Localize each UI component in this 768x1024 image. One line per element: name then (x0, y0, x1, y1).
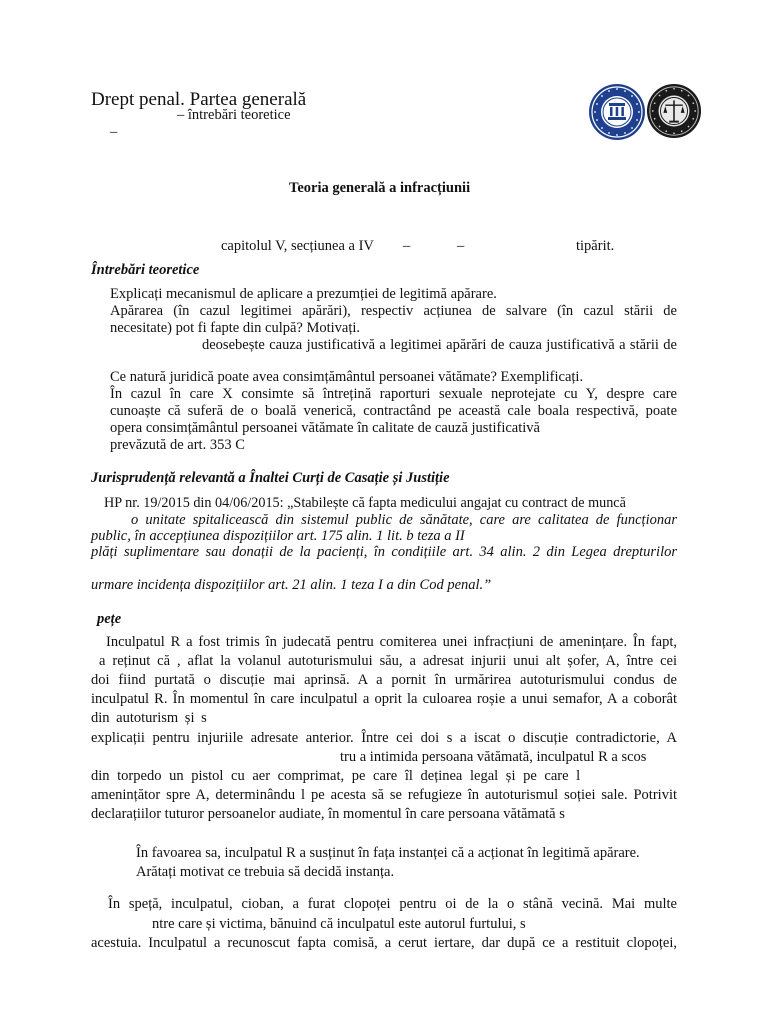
question-line: deosebește cauza justificativă a legitimei apărări de cauza justificativă a stării de (202, 337, 677, 353)
jurisprudence-line: urmare incidența dispozițiilor art. 21 alin. 1 teza I a din Cod penal.” (91, 577, 492, 593)
case-line: acestuia. Inculpatul a recunoscut fapta comisă, a cerut iertare, dar după ce a restituit clopoței, (91, 935, 677, 951)
document-subtitle: – întrebări teoretice (177, 107, 291, 123)
question-line: Explicați mecanismul de aplicare a prezumției de legitimă apărare. (110, 286, 497, 302)
question-line: Ce natură juridică poate avea consimțământul persoanei vătămate? Exemplificați. (110, 369, 584, 385)
question-line: opera consimțământul persoanei vătămate în calitate de cauză justificativă (110, 420, 540, 436)
document-title: Drept penal. Partea generală (91, 89, 307, 110)
reference-dash: – (457, 238, 465, 254)
case-line: inculpatul R. În momentul în care inculpatul a oprit la culoarea roșie a unui semafor, A a coborât (91, 691, 677, 707)
question-line: cunoaște că suferă de o boală venerică, contractând pe această cale boala respectivă, poate (110, 403, 677, 419)
case-line: amenințător spre A, determinându l pe acesta să se refugieze în autoturismul soției sale. Potrivit (91, 787, 677, 803)
faculty-seal-logo (646, 83, 704, 141)
jurisprudence-line: plăți suplimentare sau donații de la pacienți, în condițiile art. 34 alin. 2 din Legea drepturilor (91, 544, 677, 560)
section-title: Teoria generală a infracțiunii (289, 180, 471, 196)
header-dash: – (110, 124, 118, 140)
reference-text: capitolul V, secțiunea a IV (221, 238, 374, 254)
reference-text: tipărit. (576, 238, 615, 254)
university-seal-logo (588, 83, 646, 141)
case-line: a reținut că , aflat la volanul autoturismului său, a adresat injurii unui alt șofer, A, între cei (99, 653, 677, 669)
question-line: În cazul în care X consimte să întrețină raporturi sexuale neprotejate cu Y, despre care (110, 386, 677, 402)
jurisprudence-line: HP nr. 19/2015 din 04/06/2015: „Stabilește că fapta medicului angajat cu contract de muncă (104, 495, 626, 511)
case-line: explicații pentru injuriile adresate anterior. Între cei doi s a iscat o discuție contradictorie, A (91, 730, 677, 746)
jurisprudence-heading: Jurisprudență relevantă a Înaltei Curți de Casație și Justiție (91, 470, 450, 486)
case-line: În favoarea sa, inculpatul R a susținut în fața instanței că a acționat în legitimă apărare. (136, 845, 640, 861)
case-line: tru a intimida persoana vătămată, inculpatul R a scos (340, 749, 647, 765)
case-line: În speță, inculpatul, cioban, a furat clopoței pentru oi de la o stână vecină. Mai multe (108, 896, 677, 912)
cases-heading: pețe (97, 611, 122, 627)
jurisprudence-line: public, în accepțiunea dispozițiilor art. 175 alin. 1 lit. b teza a II (91, 528, 465, 544)
case-line: Arătați motivat ce trebuia să decidă instanța. (136, 864, 395, 880)
case-line: din autoturism și s (91, 710, 207, 726)
case-line: doi fiind purtată o discuție mai aprinsă. A a pornit în urmărirea autoturismului condus de (91, 672, 677, 688)
case-line: ntre care și victima, bănuind că inculpatul este autorul furtului, s (152, 916, 526, 932)
case-line: Inculpatul R a fost trimis în judecată pentru comiterea unei infracțiuni de amenințare. În fapt, (106, 634, 677, 650)
case-line: din torpedo un pistol cu aer comprimat, pe care îl deținea legal și pe care l (91, 768, 581, 784)
jurisprudence-line: o unitate spitalicească din sistemul public de sănătate, care are calitatea de funcționar (131, 512, 677, 528)
questions-heading: Întrebări teoretice (91, 262, 200, 278)
case-line: declarațiilor tuturor persoanelor audiate, în momentul în care persoana vătămată s (91, 806, 565, 822)
reference-dash: – (403, 238, 411, 254)
question-line: necesitate) pot fi fapte din culpă? Motivați. (110, 320, 361, 336)
question-line: prevăzută de art. 353 C (110, 437, 245, 453)
question-line: Apărarea (în cazul legitimei apărări), respectiv acțiunea de salvare (în cazul stării de (110, 303, 677, 319)
